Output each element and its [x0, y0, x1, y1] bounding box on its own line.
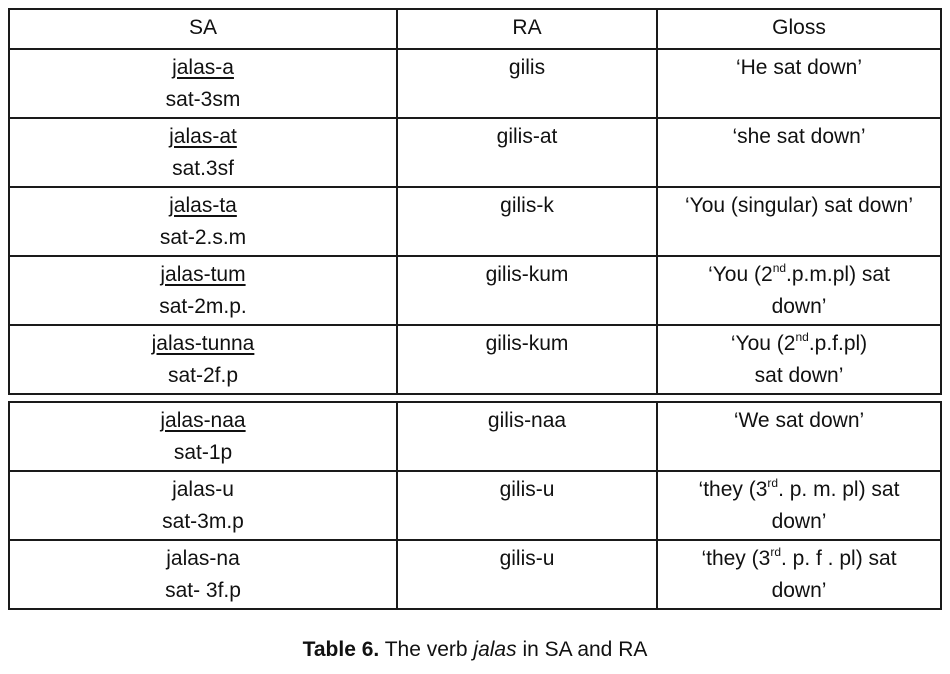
gloss-line-1 [664, 259, 934, 291]
cell-sa [9, 471, 397, 540]
caption-label: Table 6. [302, 638, 380, 661]
cell-gloss [657, 118, 941, 187]
sa-word: jalas-naa [160, 409, 246, 432]
sa-word: jalas-a [172, 56, 234, 79]
gloss-text-a: ‘You (2 [730, 332, 796, 355]
sa-word: jalas-na [166, 547, 240, 570]
gloss-line-1 [664, 474, 934, 506]
gloss-line-2: down’ [771, 579, 827, 602]
cell-gloss [657, 471, 941, 540]
gloss-ordinal-sup: rd [770, 545, 781, 559]
verb-table [8, 8, 942, 610]
gloss-line-2: down’ [771, 510, 827, 533]
cell-ra [397, 471, 657, 540]
ra-word: gilis [508, 56, 546, 79]
table-caption [0, 638, 950, 662]
gloss-line-1 [664, 52, 934, 84]
cell-ra [397, 540, 657, 609]
cell-ra [397, 187, 657, 256]
table-gap-cell [9, 394, 941, 402]
sa-morpheme-gloss: sat.3sf [172, 157, 234, 180]
table-body [9, 49, 941, 609]
cell-gloss [657, 402, 941, 471]
ra-word: gilis-u [499, 478, 555, 501]
caption-italic-word: jalas [473, 638, 517, 661]
sa-word: jalas-tum [160, 263, 246, 286]
gloss-ordinal-sup: nd [772, 261, 787, 275]
gloss-text-a: ‘she sat down’ [732, 125, 866, 148]
table-gap-row [9, 394, 941, 402]
gloss-line-2: down’ [771, 295, 827, 318]
gloss-line-1 [664, 190, 934, 222]
sa-morpheme-gloss: sat-1p [173, 441, 233, 464]
cell-sa [9, 325, 397, 394]
table-row [9, 256, 941, 325]
table-row [9, 402, 941, 471]
sa-word: jalas-u [172, 478, 234, 501]
sa-morpheme-gloss: sat- 3f.p [165, 579, 241, 602]
sa-word: jalas-tunna [151, 332, 255, 355]
cell-ra [397, 325, 657, 394]
sa-morpheme-gloss: sat-2f.p [167, 364, 239, 387]
gloss-text-a: ‘You (2 [708, 263, 773, 286]
gloss-text-b: . p. f . pl) sat [781, 547, 897, 570]
gloss-ordinal-sup: rd [767, 476, 779, 490]
header-gloss: Gloss [657, 9, 941, 49]
header-ra: RA [397, 9, 657, 49]
cell-sa [9, 402, 397, 471]
sa-word: jalas-at [169, 125, 237, 148]
gloss-line-1 [664, 121, 934, 153]
cell-gloss [657, 540, 941, 609]
ra-word: gilis-kum [485, 263, 569, 286]
table-row [9, 118, 941, 187]
cell-sa [9, 118, 397, 187]
gloss-line-1 [664, 405, 934, 437]
table-row [9, 540, 941, 609]
ra-word: gilis-at [496, 125, 558, 148]
sa-word: jalas-ta [169, 194, 237, 217]
gloss-line-1 [664, 328, 934, 360]
cell-gloss [657, 256, 941, 325]
gloss-line-2: sat down’ [754, 364, 844, 387]
cell-gloss [657, 49, 941, 118]
cell-sa [9, 187, 397, 256]
cell-ra [397, 256, 657, 325]
gloss-line-1 [664, 543, 934, 575]
caption-text-after: in SA and RA [516, 638, 648, 661]
cell-gloss [657, 325, 941, 394]
cell-ra [397, 402, 657, 471]
ra-word: gilis-naa [487, 409, 567, 432]
ra-word: gilis-kum [485, 332, 569, 355]
table-header-row [9, 9, 941, 49]
sa-morpheme-gloss: sat-3m.p [162, 510, 244, 533]
table-row [9, 187, 941, 256]
gloss-text-a: ‘they (3 [701, 547, 771, 570]
ra-word: gilis-u [499, 547, 555, 570]
cell-sa [9, 540, 397, 609]
sa-morpheme-gloss: sat-2.s.m [159, 226, 247, 249]
cell-ra [397, 118, 657, 187]
gloss-text-b: . p. m. pl) sat [778, 478, 900, 501]
table-row [9, 471, 941, 540]
gloss-text-a: ‘they (3 [698, 478, 768, 501]
sa-morpheme-gloss: sat-2m.p. [159, 295, 247, 318]
gloss-text-b: .p.f.pl) [808, 332, 868, 355]
gloss-text-a: ‘He sat down’ [735, 56, 863, 79]
ra-word: gilis-k [500, 194, 554, 217]
sa-morpheme-gloss: sat-3sm [165, 88, 241, 111]
header-sa: SA [9, 9, 397, 49]
cell-ra [397, 49, 657, 118]
gloss-ordinal-sup: nd [795, 330, 809, 344]
cell-sa [9, 49, 397, 118]
gloss-text-a: ‘You (singular) sat down’ [684, 194, 914, 217]
cell-gloss [657, 187, 941, 256]
gloss-text-a: ‘We sat down’ [733, 409, 865, 432]
cell-sa [9, 256, 397, 325]
gloss-text-b: .p.m.pl) sat [786, 263, 890, 286]
table-row [9, 49, 941, 118]
caption-text-before: The verb [379, 638, 474, 661]
table-row [9, 325, 941, 394]
